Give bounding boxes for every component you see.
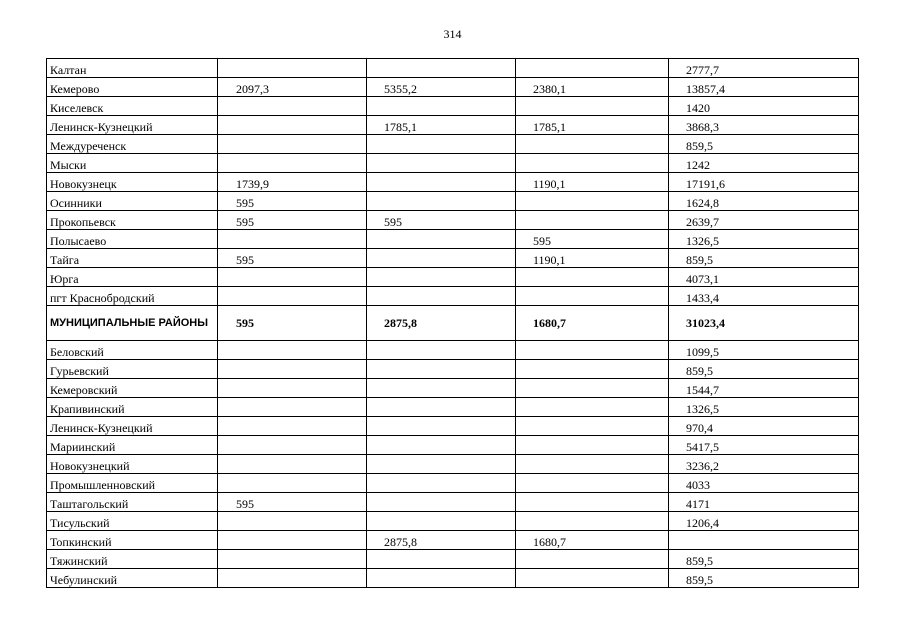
value-cell-4: 3868,3 [669, 116, 859, 135]
value-cell-3: 1680,7 [516, 306, 669, 341]
value-cell-4: 1624,8 [669, 192, 859, 211]
value-cell-1 [218, 116, 367, 135]
value-cell-4: 859,5 [669, 135, 859, 154]
table-row [47, 360, 859, 379]
value-cell-3 [516, 455, 669, 474]
value-cell-4: 3236,2 [669, 455, 859, 474]
value-cell-4: 4171 [669, 493, 859, 512]
value-cell-4: 31023,4 [669, 306, 859, 341]
value-cell-3: 1190,1 [516, 173, 669, 192]
value-cell-2 [367, 550, 516, 569]
value-cell-2 [367, 59, 516, 78]
table-row [47, 97, 859, 116]
value-cell-1 [218, 512, 367, 531]
table-row [47, 116, 859, 135]
value-cell-4: 1433,4 [669, 287, 859, 306]
value-cell-3: 2380,1 [516, 78, 669, 97]
value-cell-2: 2875,8 [367, 306, 516, 341]
value-cell-2 [367, 268, 516, 287]
value-cell-2 [367, 455, 516, 474]
table-row [47, 436, 859, 455]
value-cell-4: 1326,5 [669, 398, 859, 417]
value-cell-1: 595 [218, 192, 367, 211]
table-row [47, 306, 859, 341]
value-cell-4: 1099,5 [669, 341, 859, 360]
value-cell-3 [516, 512, 669, 531]
table-row [47, 287, 859, 306]
value-cell-4: 17191,6 [669, 173, 859, 192]
value-cell-1 [218, 135, 367, 154]
value-cell-3 [516, 379, 669, 398]
row-name-cell: Крапивинский [47, 398, 218, 417]
value-cell-1 [218, 360, 367, 379]
value-cell-3 [516, 493, 669, 512]
value-cell-2 [367, 569, 516, 588]
value-cell-2: 2875,8 [367, 531, 516, 550]
value-cell-4: 2777,7 [669, 59, 859, 78]
value-cell-2 [367, 512, 516, 531]
value-cell-3: 1680,7 [516, 531, 669, 550]
value-cell-4: 1206,4 [669, 512, 859, 531]
row-name-cell: Мыски [47, 154, 218, 173]
value-cell-4: 4073,1 [669, 268, 859, 287]
value-cell-1 [218, 455, 367, 474]
value-cell-2 [367, 97, 516, 116]
value-cell-2 [367, 493, 516, 512]
value-cell-3: 1190,1 [516, 249, 669, 268]
value-cell-2 [367, 173, 516, 192]
value-cell-2 [367, 474, 516, 493]
row-name-cell: Осинники [47, 192, 218, 211]
value-cell-2 [367, 135, 516, 154]
value-cell-3 [516, 154, 669, 173]
value-cell-4: 13857,4 [669, 78, 859, 97]
value-cell-1 [218, 474, 367, 493]
table-row [47, 550, 859, 569]
value-cell-3 [516, 341, 669, 360]
table-row [47, 455, 859, 474]
row-name-cell: Чебулинский [47, 569, 218, 588]
value-cell-3 [516, 97, 669, 116]
row-name-cell: Беловский [47, 341, 218, 360]
value-cell-1 [218, 341, 367, 360]
value-cell-2 [367, 398, 516, 417]
value-cell-1: 1739,9 [218, 173, 367, 192]
value-cell-4: 5417,5 [669, 436, 859, 455]
value-cell-3: 1785,1 [516, 116, 669, 135]
value-cell-3 [516, 360, 669, 379]
value-cell-4: 970,4 [669, 417, 859, 436]
data-table [46, 58, 859, 588]
row-name-cell: Промышленновский [47, 474, 218, 493]
row-name-cell: Полысаево [47, 230, 218, 249]
row-name-cell: Гурьевский [47, 360, 218, 379]
value-cell-2 [367, 154, 516, 173]
row-name-cell: пгт Краснобродский [47, 287, 218, 306]
table-row [47, 417, 859, 436]
row-name-cell: Юрга [47, 268, 218, 287]
value-cell-1 [218, 154, 367, 173]
value-cell-1: 595 [218, 249, 367, 268]
value-cell-4: 4033 [669, 474, 859, 493]
value-cell-1: 595 [218, 211, 367, 230]
value-cell-2 [367, 436, 516, 455]
value-cell-2: 5355,2 [367, 78, 516, 97]
row-name-cell: Мариинский [47, 436, 218, 455]
value-cell-1: 595 [218, 493, 367, 512]
value-cell-3 [516, 192, 669, 211]
table-row [47, 211, 859, 230]
row-name-cell: Тисульский [47, 512, 218, 531]
row-name-cell: Топкинский [47, 531, 218, 550]
row-name-cell: Прокопьевск [47, 211, 218, 230]
row-name-cell: Калтан [47, 59, 218, 78]
value-cell-3 [516, 436, 669, 455]
row-name-cell: Ленинск-Кузнецкий [47, 116, 218, 135]
value-cell-1: 595 [218, 306, 367, 341]
table-row [47, 268, 859, 287]
table-row [47, 249, 859, 268]
row-name-cell: Таштагольский [47, 493, 218, 512]
table-row [47, 154, 859, 173]
table-row [47, 512, 859, 531]
row-name-cell: МУНИЦИПАЛЬНЫЕ РАЙОНЫ [47, 306, 218, 341]
value-cell-4: 1420 [669, 97, 859, 116]
value-cell-4: 859,5 [669, 249, 859, 268]
table-row [47, 398, 859, 417]
value-cell-3 [516, 474, 669, 493]
value-cell-3 [516, 268, 669, 287]
table-row [47, 135, 859, 154]
value-cell-4: 859,5 [669, 569, 859, 588]
row-name-cell: Киселевск [47, 97, 218, 116]
value-cell-2: 1785,1 [367, 116, 516, 135]
page-number: 314 [443, 27, 462, 41]
value-cell-3 [516, 287, 669, 306]
value-cell-4: 2639,7 [669, 211, 859, 230]
value-cell-3 [516, 417, 669, 436]
row-name-cell: Кемеровский [47, 379, 218, 398]
row-name-cell: Тяжинский [47, 550, 218, 569]
value-cell-4: 1326,5 [669, 230, 859, 249]
row-name-cell: Новокузнецкий [47, 455, 218, 474]
value-cell-3: 595 [516, 230, 669, 249]
value-cell-4: 859,5 [669, 360, 859, 379]
row-name-cell: Тайга [47, 249, 218, 268]
value-cell-1 [218, 436, 367, 455]
table-row [47, 173, 859, 192]
value-cell-3 [516, 135, 669, 154]
row-name-cell: Междуреченск [47, 135, 218, 154]
value-cell-4: 1242 [669, 154, 859, 173]
value-cell-1 [218, 268, 367, 287]
table-row [47, 474, 859, 493]
value-cell-1 [218, 97, 367, 116]
table-row [47, 569, 859, 588]
value-cell-1 [218, 398, 367, 417]
value-cell-2: 595 [367, 211, 516, 230]
table-row [47, 78, 859, 97]
value-cell-1 [218, 417, 367, 436]
table-body [47, 59, 859, 588]
table-row [47, 230, 859, 249]
table-row [47, 493, 859, 512]
table-row [47, 192, 859, 211]
row-name-cell: Ленинск-Кузнецкий [47, 417, 218, 436]
value-cell-1 [218, 379, 367, 398]
value-cell-1 [218, 569, 367, 588]
row-name-cell: Кемерово [47, 78, 218, 97]
value-cell-3 [516, 569, 669, 588]
value-cell-4 [669, 531, 859, 550]
value-cell-3 [516, 59, 669, 78]
row-name-cell: Новокузнецк [47, 173, 218, 192]
value-cell-4: 1544,7 [669, 379, 859, 398]
table-row [47, 531, 859, 550]
value-cell-1 [218, 230, 367, 249]
value-cell-2 [367, 249, 516, 268]
value-cell-2 [367, 230, 516, 249]
table-row [47, 341, 859, 360]
table-row [47, 59, 859, 78]
value-cell-2 [367, 379, 516, 398]
value-cell-2 [367, 360, 516, 379]
value-cell-2 [367, 287, 516, 306]
value-cell-3 [516, 398, 669, 417]
value-cell-3 [516, 550, 669, 569]
value-cell-2 [367, 341, 516, 360]
value-cell-2 [367, 417, 516, 436]
value-cell-1: 2097,3 [218, 78, 367, 97]
value-cell-1 [218, 59, 367, 78]
value-cell-4: 859,5 [669, 550, 859, 569]
value-cell-3 [516, 211, 669, 230]
table-row [47, 379, 859, 398]
value-cell-1 [218, 531, 367, 550]
value-cell-1 [218, 550, 367, 569]
value-cell-1 [218, 287, 367, 306]
value-cell-2 [367, 192, 516, 211]
